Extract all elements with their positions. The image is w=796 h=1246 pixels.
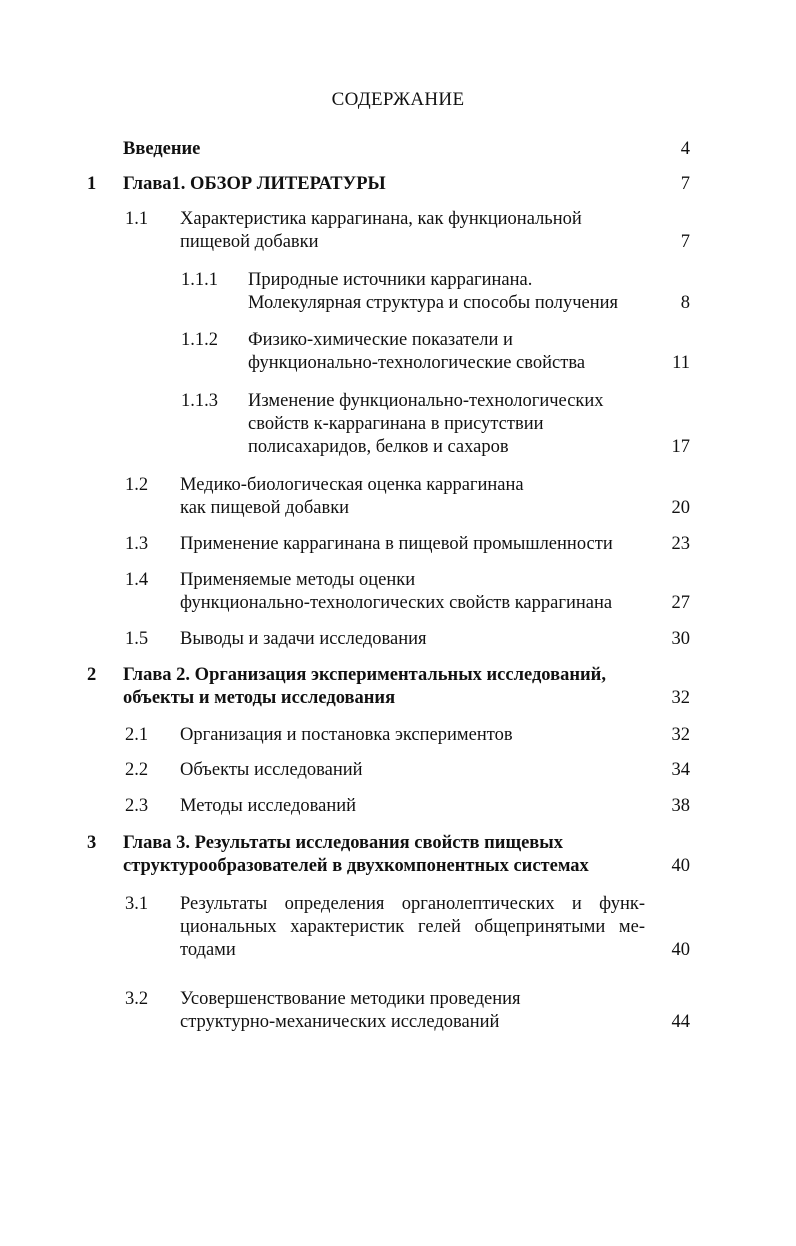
toc-entry-number: 1.3 [125, 534, 149, 554]
toc-page-number: 7 [680, 232, 690, 252]
toc-entry-number: 1.1 [125, 209, 149, 229]
toc-entry-text: Глава 2. Организация экспериментальных исследований, объекты и методы исследования [123, 665, 606, 708]
toc-entry-number: 1.5 [125, 629, 149, 649]
toc-page-number: 11 [672, 353, 690, 373]
toc-entry-text: Медико-биологическая оценка каррагинана как пищевой добавки [180, 475, 524, 518]
toc-entry-text: Применяемые методы оценки функционально-технологических свойств каррагинана [180, 570, 613, 613]
toc-entry-text: Глава 3. Результаты исследования свойств пищевых структурообразователей в двухкомпонентных системах [123, 833, 589, 876]
toc-entry-text: Результаты определения органолептических и функ- циональных характеристик гелей общепринятыми ме- тодами [180, 894, 645, 960]
toc-entry-number: 2.2 [125, 760, 149, 780]
toc-entry-number: 1.1.1 [181, 270, 218, 290]
toc-entry-text: Объекты исследований [180, 760, 363, 780]
toc-entry-text: Выводы и задачи исследования [180, 629, 427, 649]
toc-entry-number: 1.2 [125, 475, 149, 495]
toc-entry-text: Введение [123, 139, 201, 159]
toc-entry-text: Характеристика каррагинана, как функциональной пищевой добавки [180, 209, 582, 252]
toc-entry-number: 2.3 [125, 796, 149, 816]
toc-entry-text: Физико-химические показатели и функционально-технологические свойства [248, 330, 586, 373]
toc-page-number: 34 [671, 760, 690, 780]
toc-page-number: 44 [671, 1012, 690, 1032]
toc-page-number: 40 [671, 856, 690, 876]
page-title: СОДЕРЖАНИЕ [331, 89, 465, 110]
toc-entry-text: Организация и постановка экспериментов [180, 725, 513, 745]
toc-page-number: 8 [680, 293, 690, 313]
toc-page-number: 38 [671, 796, 690, 816]
toc-entry-number: 1 [87, 174, 97, 194]
toc-page-number: 23 [671, 534, 690, 554]
toc-entry-number: 1.1.3 [181, 391, 218, 411]
toc-page-number: 20 [671, 498, 690, 518]
toc-entry-number: 1.4 [125, 570, 149, 590]
toc-page-number: 40 [671, 940, 690, 960]
toc-page-number: 32 [671, 688, 690, 708]
toc-entry-number: 2 [87, 665, 97, 685]
toc-entry-number: 2.1 [125, 725, 149, 745]
toc-entry-text: Изменение функционально-технологических свойств к-каррагинана в присутствии полисахаридов, белков и сахаров [248, 391, 604, 457]
toc-page-number: 32 [671, 725, 690, 745]
toc-page-number: 4 [680, 139, 690, 159]
toc-entry-number: 3.2 [125, 989, 149, 1009]
toc-page-number: 27 [671, 593, 690, 613]
toc-entry-number: 3 [87, 833, 97, 853]
toc-page-number: 17 [671, 437, 690, 457]
toc-page-number: 7 [680, 174, 690, 194]
toc-entry-text: Применение каррагинана в пищевой промышленности [180, 534, 613, 554]
toc-page-number: 30 [671, 629, 690, 649]
toc-entry-text: Глава1. ОБЗОР ЛИТЕРАТУРЫ [123, 174, 386, 194]
toc-entry-number: 3.1 [125, 894, 149, 914]
toc-entry-text: Методы исследований [180, 796, 357, 816]
toc-entry-number: 1.1.2 [181, 330, 218, 350]
toc-entry-text: Природные источники каррагинана. Молекулярная структура и способы получения [248, 270, 619, 313]
toc-entry-text: Усовершенствование методики проведения структурно-механических исследований [180, 989, 521, 1032]
